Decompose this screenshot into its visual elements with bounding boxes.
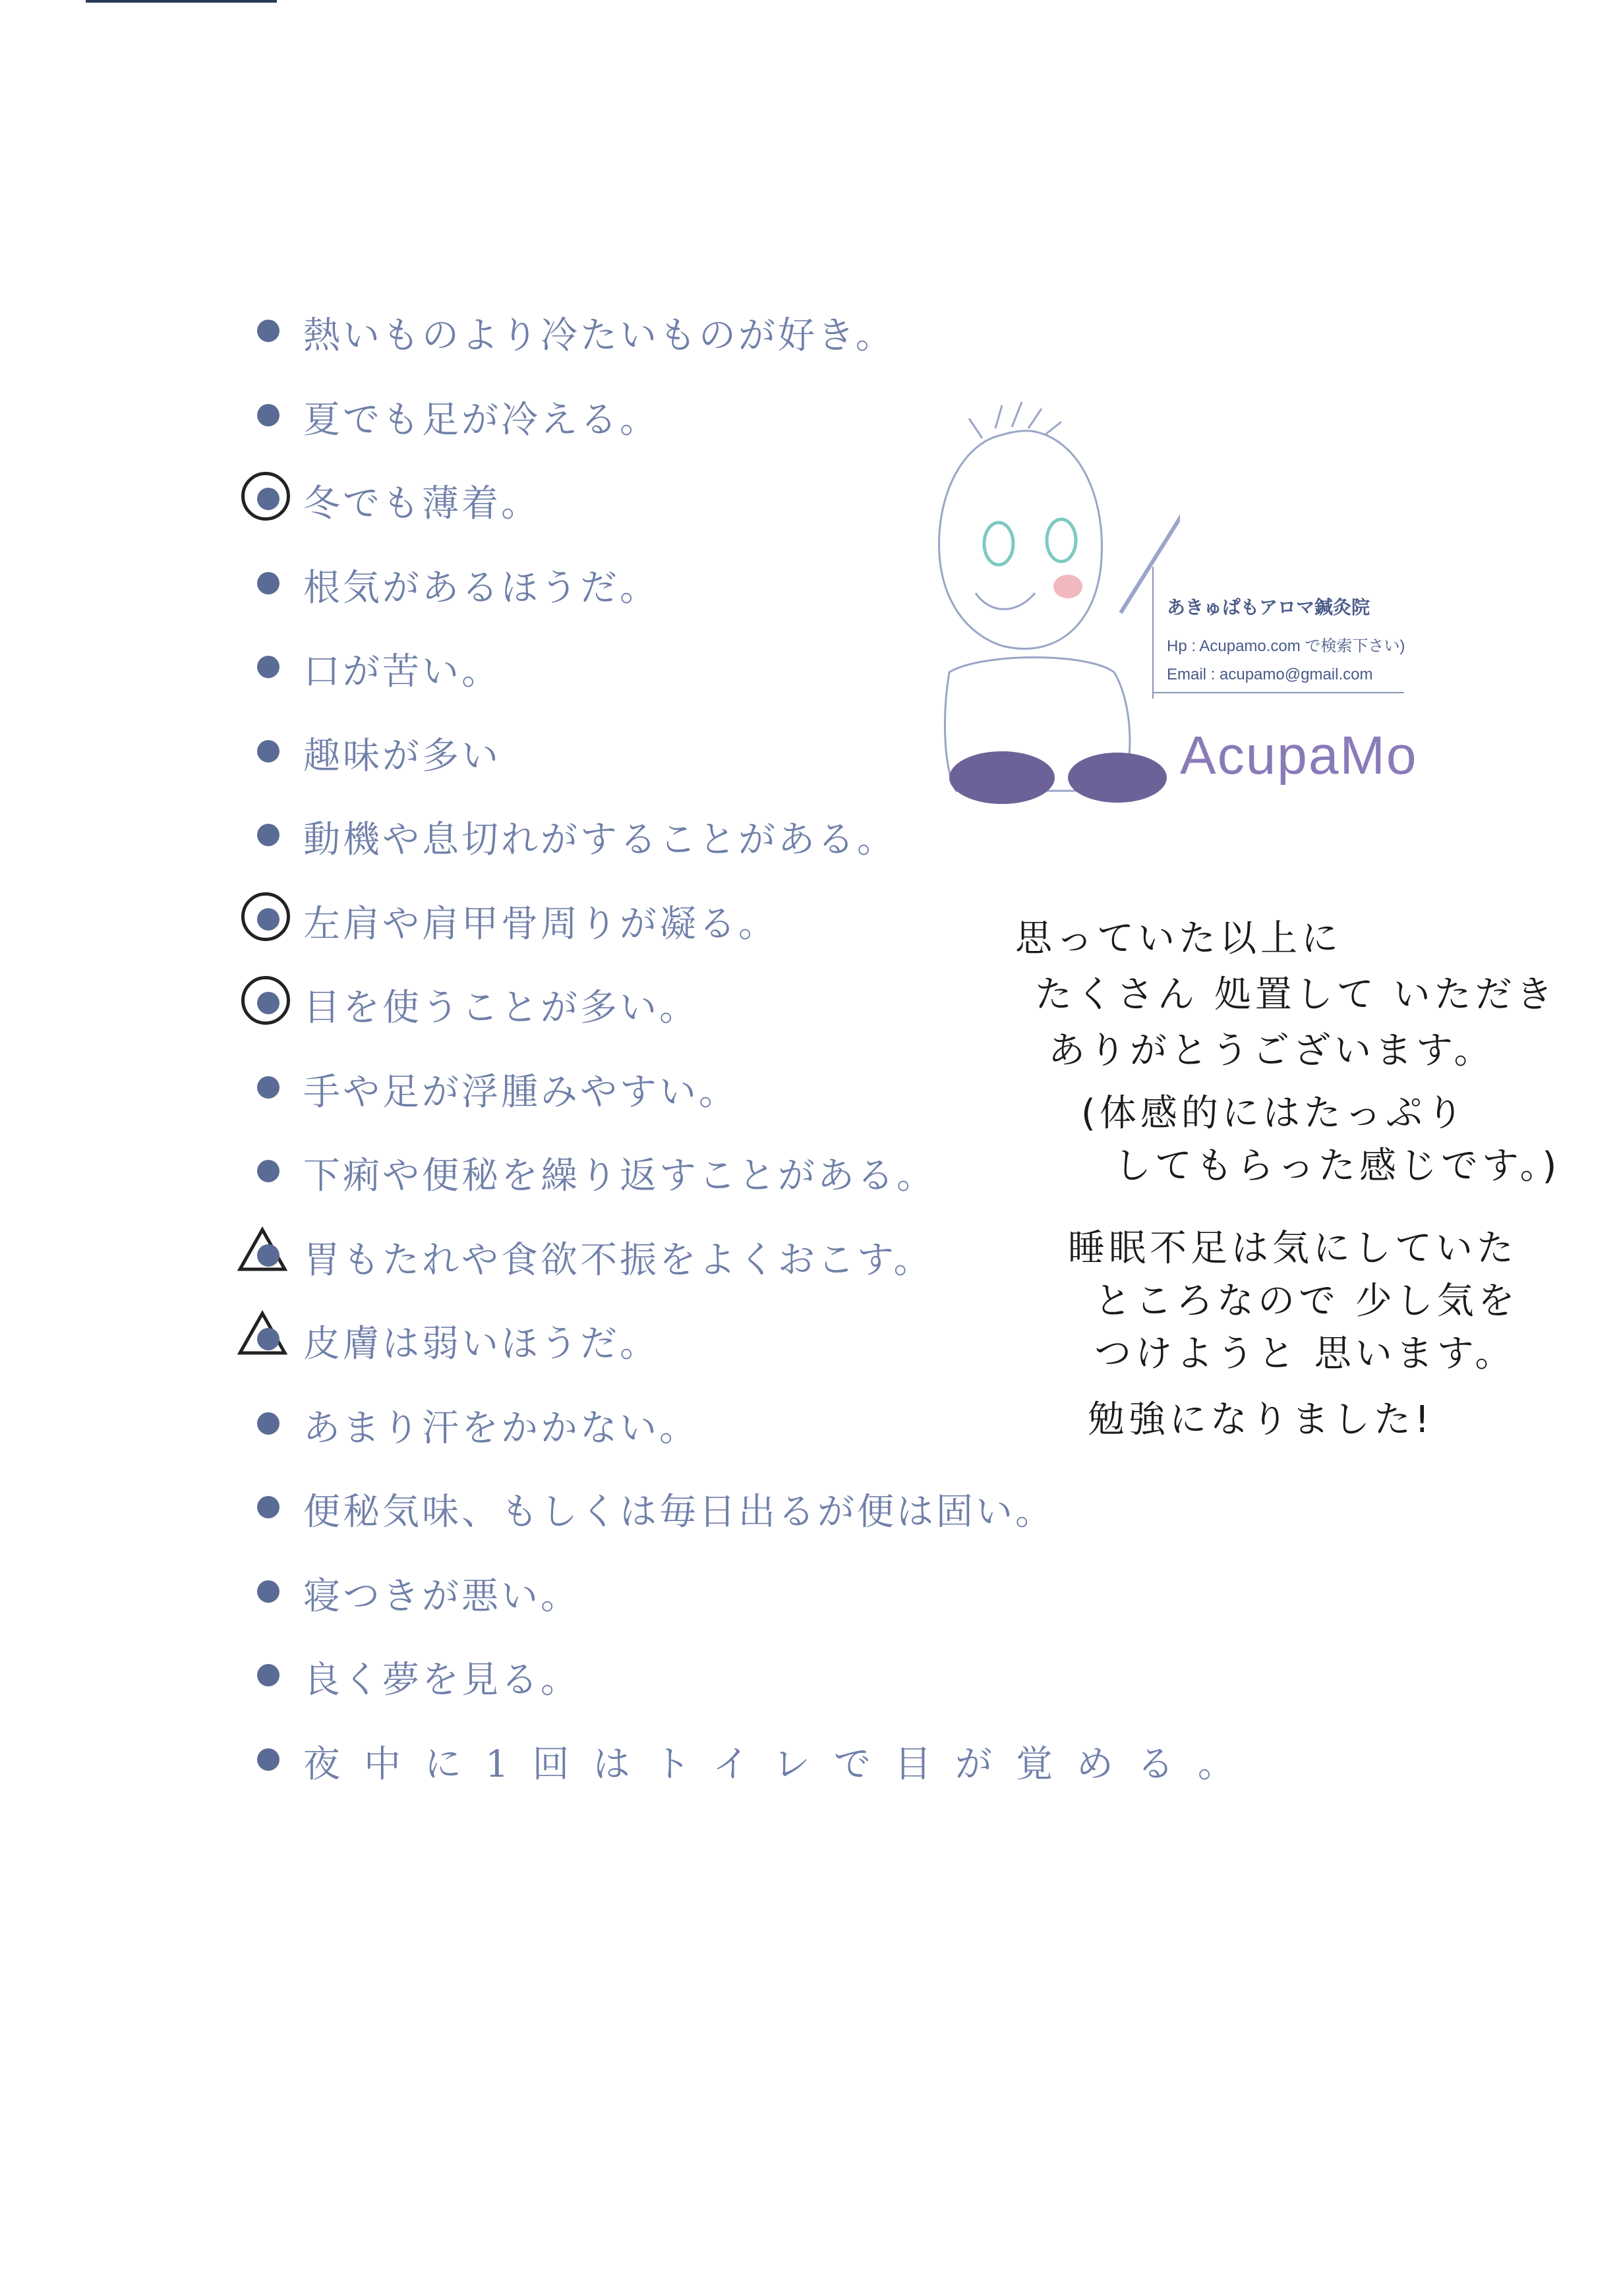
note-line: つけようと 思います。: [1094, 1333, 1516, 1375]
bullet-icon: [257, 1244, 280, 1267]
checklist-item: [237, 1476, 1226, 1561]
checklist-item: [237, 1392, 1226, 1477]
checklist-item-text: 冬でも薄着。: [303, 482, 541, 525]
bullet-icon: [257, 488, 280, 510]
checklist-item-text: 動機や息切れがすることがある。: [303, 818, 897, 861]
clinic-homepage: Hp : Acupamo.com で検索下さい): [1167, 637, 1405, 655]
bullet-icon: [257, 1412, 280, 1435]
card-divider: [1154, 692, 1404, 693]
note-line: してもらった感じです。): [1114, 1145, 1561, 1188]
checklist-item-text: 目を使うことが多い。: [303, 987, 699, 1029]
bullet-icon: [257, 908, 280, 931]
bullet-icon: [257, 740, 280, 762]
checklist-item-text: 皮膚は弱いほうだ。: [303, 1323, 659, 1365]
checklist-item-text: 根気があるほうだ。: [303, 566, 659, 610]
note-line: 思っていた以上に: [1015, 917, 1342, 960]
scan-edge-mark: [86, 0, 277, 3]
bullet-icon: [257, 404, 280, 426]
bullet-icon: [257, 656, 280, 678]
clinic-name: あきゅぱもアロマ鍼灸院: [1167, 597, 1370, 617]
bullet-icon: [257, 1160, 280, 1182]
bullet-icon: [257, 320, 280, 342]
checklist-item-text: 夜中に1回はトイレで目が覚める。: [303, 1742, 1258, 1786]
clinic-email: Email : acupamo@gmail.com: [1167, 666, 1373, 683]
checklist-item-text: 趣味が多い: [303, 734, 501, 778]
bullet-icon: [257, 1496, 280, 1518]
checklist-item-text: 左肩や肩甲骨周りが凝る。: [303, 902, 778, 946]
checklist-item-text: 良く夢を見る。: [303, 1659, 580, 1702]
checklist-item: [237, 1561, 1226, 1645]
note-line: (体感的にはたっぷり: [1081, 1092, 1467, 1135]
bullet-icon: [257, 1748, 280, 1771]
bullet-icon: [257, 1664, 280, 1686]
checklist-item-text: 胃もたれや食欲不振をよくおこす。: [303, 1238, 933, 1282]
checklist-item-text: あまり汗をかかない。: [303, 1406, 699, 1450]
checklist-item: [237, 1308, 1226, 1392]
clinic-card: [903, 395, 1496, 857]
checklist-item-text: 熱いものより冷たいものが好き。: [303, 314, 895, 357]
checklist-item-text: 夏でも足が冷える。: [303, 398, 659, 442]
checklist-item-text: 手や足が浮腫みやすい。: [303, 1070, 738, 1114]
note-line: ところなので 少し気を: [1094, 1280, 1519, 1323]
card-divider: [1152, 567, 1154, 699]
mascot-illustration: [903, 395, 1180, 817]
note-line: たくさん 処置して いただき: [1035, 973, 1557, 1016]
checklist-item-text: 下痢や便秘を繰り返すことがある。: [303, 1155, 936, 1197]
checklist-item-text: 便秘気味、もしくは毎日出るが便は固い。: [303, 1491, 1055, 1534]
note-line: 勉強になりました!: [1088, 1398, 1434, 1441]
checklist-item: [237, 1644, 1226, 1729]
bullet-icon: [257, 992, 280, 1014]
bullet-icon: [257, 1076, 280, 1099]
checklist-item: [237, 300, 1226, 384]
note-line: 睡眠不足は気にしていた: [1068, 1227, 1517, 1270]
checklist-item: [237, 1729, 1258, 1813]
checklist-item: [237, 1140, 1226, 1224]
brand-logo: AcupaMo: [1180, 726, 1418, 786]
bullet-icon: [257, 1328, 280, 1350]
checklist-item-text: 寝つきが悪い。: [303, 1574, 580, 1618]
bullet-icon: [257, 1580, 280, 1603]
checklist-item-text: 口が苦い。: [303, 650, 501, 693]
bullet-icon: [257, 572, 280, 594]
note-line: ありがとうございます。: [1048, 1029, 1495, 1072]
bullet-icon: [257, 824, 280, 846]
